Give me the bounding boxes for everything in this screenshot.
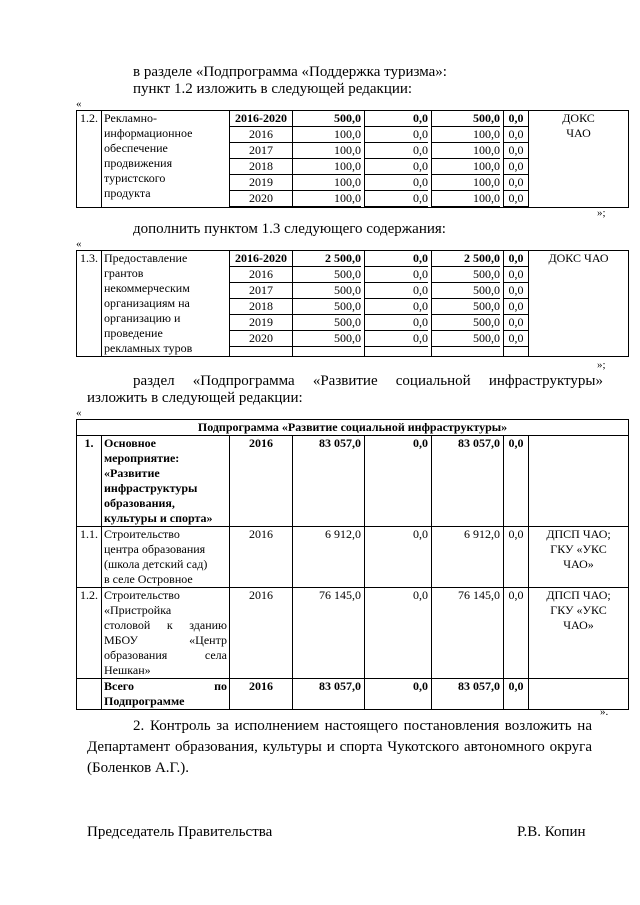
table-row bbox=[77, 436, 629, 527]
t3-exec-line: ДПСП ЧАО; bbox=[546, 588, 611, 602]
t3-row-v1: 76 145,0 bbox=[293, 588, 365, 679]
t1-value: 0,0 bbox=[504, 127, 528, 143]
t2-value: 500,0 bbox=[293, 331, 361, 347]
t3-total-v3: 83 057,0 bbox=[432, 679, 504, 710]
t2-value: 0,0 bbox=[504, 299, 528, 315]
quote-close-1: »; bbox=[597, 207, 606, 219]
table-row bbox=[77, 588, 629, 679]
section3-word: «Развитие bbox=[312, 373, 378, 389]
t1-value: 100,0 bbox=[432, 143, 500, 159]
t1-value: 0,0 bbox=[504, 159, 528, 175]
table-total-row bbox=[77, 679, 629, 710]
t1-desc-line: информационное bbox=[104, 126, 193, 140]
t1-value: 500,0 bbox=[432, 111, 500, 127]
t3-row-v2: 0,0 bbox=[365, 527, 432, 588]
t2-value: 500,0 bbox=[432, 267, 500, 283]
t1-col1 bbox=[293, 111, 365, 208]
t2-desc-line: грантов bbox=[104, 266, 144, 280]
t2-year: 2020 bbox=[230, 331, 292, 347]
t2-num: 1.3. bbox=[77, 251, 102, 357]
t1-value: 0,0 bbox=[365, 111, 428, 127]
t2-value: 0,0 bbox=[365, 283, 428, 299]
t3-total-word: Всего bbox=[104, 679, 134, 693]
table-social-infrastructure bbox=[76, 419, 629, 710]
t3-total-v1: 83 057,0 bbox=[293, 679, 365, 710]
t2-value: 500,0 bbox=[293, 283, 361, 299]
t3-desc-line: центра образования bbox=[104, 542, 206, 556]
t3-row-v1: 6 912,0 bbox=[293, 527, 365, 588]
paragraph-2-line: Департамент образования, культуры и спорта Чукотского автономного округа bbox=[87, 739, 592, 755]
t1-exec-line: ЧАО bbox=[566, 126, 591, 140]
section3-line-1 bbox=[133, 372, 603, 390]
t1-value: 0,0 bbox=[504, 175, 528, 191]
t3-row-desc bbox=[102, 527, 230, 588]
t3-row-year: 2016 bbox=[230, 527, 293, 588]
t3-row-year: 2016 bbox=[230, 588, 293, 679]
t1-value: 0,0 bbox=[365, 127, 428, 143]
t3-desc-line: в селе Островное bbox=[104, 572, 193, 586]
quote-open-1: « bbox=[76, 98, 82, 110]
t3-total-num bbox=[77, 679, 102, 710]
quote-open-2: « bbox=[76, 238, 82, 250]
t1-value: 0,0 bbox=[365, 191, 428, 207]
t2-value: 500,0 bbox=[293, 267, 361, 283]
t3-total-year: 2016 bbox=[230, 679, 293, 710]
t3-row-v4: 0,0 bbox=[504, 588, 529, 679]
t1-value: 100,0 bbox=[432, 175, 500, 191]
t1-year: 2018 bbox=[230, 159, 292, 175]
t1-years bbox=[230, 111, 293, 208]
paragraph-2-line: 2. Контроль за исполнением настоящего постановления возложить на bbox=[133, 718, 592, 734]
t2-value: 2 500,0 bbox=[293, 251, 361, 267]
t3-row-num: 1.1. bbox=[77, 527, 102, 588]
t1-value: 100,0 bbox=[432, 127, 500, 143]
t1-exec-line: ДОКС bbox=[562, 111, 595, 125]
t2-year: 2019 bbox=[230, 315, 292, 331]
section3-word: инфраструктуры» bbox=[488, 373, 603, 389]
t2-value: 0,0 bbox=[365, 315, 428, 331]
section3-word: раздел bbox=[133, 373, 175, 389]
t3-row-num: 1. bbox=[77, 436, 102, 527]
t2-col1 bbox=[293, 251, 365, 357]
t2-col2 bbox=[365, 251, 432, 357]
t2-value: 0,0 bbox=[365, 331, 428, 347]
intro-line-2: пункт 1.2 изложить в следующей редакции: bbox=[133, 81, 413, 97]
t2-desc-line: некоммерческим bbox=[104, 281, 190, 295]
t2-year: 2017 bbox=[230, 283, 292, 299]
intro-line-1: в разделе «Подпрограмма «Поддержка туризма»: bbox=[133, 64, 447, 80]
t3-desc-line: образования села bbox=[104, 648, 227, 662]
t3-total-line: Подпрограмме bbox=[104, 694, 185, 708]
quote-close-3: ». bbox=[600, 706, 609, 718]
t3-desc-line: мероприятие: bbox=[104, 451, 180, 465]
t1-desc-line: обеспечение bbox=[104, 141, 168, 155]
t2-value: 0,0 bbox=[365, 267, 428, 283]
t2-value: 2 500,0 bbox=[432, 251, 500, 267]
t1-value: 0,0 bbox=[365, 143, 428, 159]
t1-desc-line: Рекламно- bbox=[104, 111, 157, 125]
t3-exec-line: ГКУ «УКС bbox=[550, 542, 607, 556]
t3-row-v2: 0,0 bbox=[365, 588, 432, 679]
t1-year: 2016 bbox=[230, 127, 292, 143]
t1-value: 100,0 bbox=[293, 143, 361, 159]
t1-desc-line: туристского bbox=[104, 171, 166, 185]
t1-value: 500,0 bbox=[293, 111, 361, 127]
signature-name: Р.В. Копин bbox=[517, 824, 586, 840]
t3-total-exec bbox=[529, 679, 629, 710]
table-tourism-1-2 bbox=[76, 110, 629, 208]
t2-value: 0,0 bbox=[365, 299, 428, 315]
t1-value: 100,0 bbox=[293, 175, 361, 191]
t2-value: 0,0 bbox=[504, 283, 528, 299]
t3-total-word: по bbox=[214, 679, 227, 693]
paragraph-2-line: (Боленков А.Г.). bbox=[87, 760, 189, 776]
t1-value: 100,0 bbox=[293, 191, 361, 207]
t2-desc-line: организациям на bbox=[104, 296, 190, 310]
t1-col3 bbox=[432, 111, 504, 208]
t3-row-v4: 0,0 bbox=[504, 436, 529, 527]
t3-desc-line: культуры и спорта» bbox=[104, 511, 213, 525]
t3-desc-line: Основное bbox=[104, 436, 156, 450]
t2-desc-line: организацию и bbox=[104, 311, 181, 325]
t2-value: 500,0 bbox=[293, 299, 361, 315]
t3-exec-line: ЧАО» bbox=[563, 557, 594, 571]
section3-word: «Подпрограмма bbox=[192, 373, 295, 389]
t3-row-year: 2016 bbox=[230, 436, 293, 527]
t2-value: 0,0 bbox=[365, 251, 428, 267]
t3-desc-line: Нешкан» bbox=[104, 663, 151, 677]
t3-desc-line: Строительство bbox=[104, 588, 180, 602]
t1-value: 100,0 bbox=[293, 127, 361, 143]
t1-value: 100,0 bbox=[432, 159, 500, 175]
t2-desc-line: рекламных туров bbox=[104, 341, 193, 355]
t3-total-label bbox=[102, 679, 230, 710]
t1-description bbox=[102, 111, 230, 208]
t3-row-desc bbox=[102, 588, 230, 679]
t1-value: 100,0 bbox=[432, 191, 500, 207]
t2-col4 bbox=[504, 251, 529, 357]
table-row bbox=[77, 527, 629, 588]
t1-value: 0,0 bbox=[504, 143, 528, 159]
t2-col3 bbox=[432, 251, 504, 357]
t2-desc-line: Предоставление bbox=[104, 251, 188, 265]
t1-desc-line: продукта bbox=[104, 186, 151, 200]
t2-value: 0,0 bbox=[504, 315, 528, 331]
t2-value: 500,0 bbox=[432, 283, 500, 299]
t1-value: 0,0 bbox=[504, 191, 528, 207]
t3-desc-line: столовой к зданию bbox=[104, 618, 227, 632]
section3-word: социальной bbox=[395, 373, 471, 389]
t1-desc-line: продвижения bbox=[104, 156, 173, 170]
t2-value: 500,0 bbox=[432, 315, 500, 331]
t1-col2 bbox=[365, 111, 432, 208]
t3-exec-line: ГКУ «УКС bbox=[550, 603, 607, 617]
t3-desc-line: образования, bbox=[104, 496, 175, 510]
t3-row-exec bbox=[529, 588, 629, 679]
t2-value: 500,0 bbox=[432, 331, 500, 347]
t1-executor bbox=[529, 111, 629, 208]
t2-years bbox=[230, 251, 293, 357]
t3-row-exec bbox=[529, 527, 629, 588]
t1-year: 2016-2020 bbox=[230, 111, 292, 127]
t3-desc-line: Строительство bbox=[104, 527, 180, 541]
t3-row-v3: 76 145,0 bbox=[432, 588, 504, 679]
t3-row-v3: 6 912,0 bbox=[432, 527, 504, 588]
t2-executor: ДОКС ЧАО bbox=[529, 251, 629, 357]
t3-row-v3: 83 057,0 bbox=[432, 436, 504, 527]
t3-total-v4: 0,0 bbox=[504, 679, 529, 710]
t3-row-num: 1.2. bbox=[77, 588, 102, 679]
t1-value: 0,0 bbox=[365, 175, 428, 191]
t1-value: 0,0 bbox=[365, 159, 428, 175]
t1-value: 100,0 bbox=[293, 159, 361, 175]
signature-position: Председатель Правительства bbox=[87, 824, 273, 840]
t3-row-v2: 0,0 bbox=[365, 436, 432, 527]
t2-value: 500,0 bbox=[293, 315, 361, 331]
t2-desc-line: проведение bbox=[104, 326, 163, 340]
t3-exec-line: ЧАО» bbox=[563, 618, 594, 632]
t1-year: 2020 bbox=[230, 191, 292, 207]
t3-header: Подпрограмма «Развитие социальной инфраструктуры» bbox=[77, 420, 629, 436]
t3-row-desc bbox=[102, 436, 230, 527]
t3-row-v4: 0,0 bbox=[504, 527, 529, 588]
t1-col4 bbox=[504, 111, 529, 208]
t2-year: 2018 bbox=[230, 299, 292, 315]
section3-line-2: изложить в следующей редакции: bbox=[87, 390, 303, 406]
t2-description bbox=[102, 251, 230, 357]
t3-exec-line: ДПСП ЧАО; bbox=[546, 527, 611, 541]
t2-value: 0,0 bbox=[504, 331, 528, 347]
t3-row-v1: 83 057,0 bbox=[293, 436, 365, 527]
t2-value: 0,0 bbox=[504, 267, 528, 283]
t3-desc-line: «Развитие bbox=[104, 466, 160, 480]
t3-total-v2: 0,0 bbox=[365, 679, 432, 710]
t3-desc-line: МБОУ «Центр bbox=[104, 633, 227, 647]
table-tourism-1-3 bbox=[76, 250, 629, 357]
paragraph-2 bbox=[87, 716, 592, 779]
t3-desc-line: инфраструктуры bbox=[104, 481, 198, 495]
t2-year: 2016-2020 bbox=[230, 251, 292, 267]
t2-value: 0,0 bbox=[504, 251, 528, 267]
t2-value: 500,0 bbox=[432, 299, 500, 315]
t3-desc-line: (школа детский сад) bbox=[104, 557, 208, 571]
quote-open-3: « bbox=[76, 407, 82, 419]
t3-desc-line: «Пристройка bbox=[104, 603, 172, 617]
t1-year: 2019 bbox=[230, 175, 292, 191]
quote-close-2: »; bbox=[597, 359, 606, 371]
t1-num: 1.2. bbox=[77, 111, 102, 208]
t1-year: 2017 bbox=[230, 143, 292, 159]
middle-text: дополнить пунктом 1.3 следующего содержания: bbox=[133, 221, 446, 237]
t1-desc-lines bbox=[104, 111, 227, 201]
t2-year: 2016 bbox=[230, 267, 292, 283]
t1-value: 0,0 bbox=[504, 111, 528, 127]
t3-row-exec bbox=[529, 436, 629, 527]
